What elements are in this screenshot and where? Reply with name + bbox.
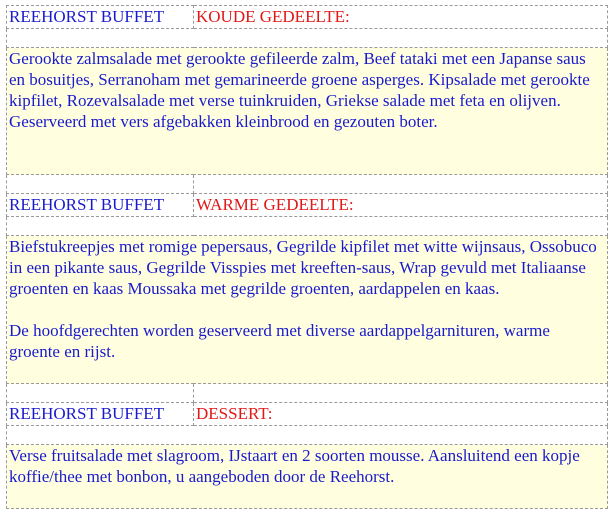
section-label: REEHORST BUFFET <box>7 6 194 29</box>
section-title: WARME GEDEELTE: <box>194 194 608 217</box>
section-header-koude <box>7 6 608 29</box>
description-paragraph: De hoofdgerechten worden geserveerd met diverse aardappelgarnituren, warme groente en rijst. <box>9 321 550 361</box>
menu-document <box>6 5 607 509</box>
section-description-koude <box>7 48 608 175</box>
description-paragraph: Verse fruitsalade met slagroom, IJstaart en 2 soorten mousse. Aansluitend een kopje koffie/thee met bonbon, u aangeboden door de Reehorst. <box>9 446 580 486</box>
section-label: REEHORST BUFFET <box>7 403 194 426</box>
section-description-warme <box>7 236 608 384</box>
section-header-dessert <box>7 403 608 426</box>
description-paragraph: Gerookte zalmsalade met gerookte gefileerde zalm, Beef tataki met een Japanse saus en bosuitjes, Serranoham met gemarineerde groene asperges. Kipsalade met gerookte kipfilet, Rozevalsalade met verse tuinkruiden, Griekse salade met feta en olijven. Geserveerd met vers afgebakken kleinbrood en gezouten boter. <box>9 49 590 131</box>
spacer-row <box>7 426 608 445</box>
section-description-dessert <box>7 445 608 509</box>
description-paragraph: Biefstukreepjes met romige pepersaus, Gegrilde kipfilet met witte wijnsaus, Ossobuco in een pikante saus, Gegrilde Visspies met kreeften-saus, Wrap gevuld met Italiaanse groenten en kaas Moussaka met gegrilde groenten, aardappelen en kaas. <box>9 237 597 298</box>
spacer-row <box>7 217 608 236</box>
section-header-warme <box>7 194 608 217</box>
spacer-row <box>7 175 608 194</box>
menu-table <box>6 5 608 509</box>
section-label: REEHORST BUFFET <box>7 194 194 217</box>
section-title: DESSERT: <box>194 403 608 426</box>
spacer-row <box>7 29 608 48</box>
spacer-row <box>7 384 608 403</box>
section-title: KOUDE GEDEELTE: <box>194 6 608 29</box>
